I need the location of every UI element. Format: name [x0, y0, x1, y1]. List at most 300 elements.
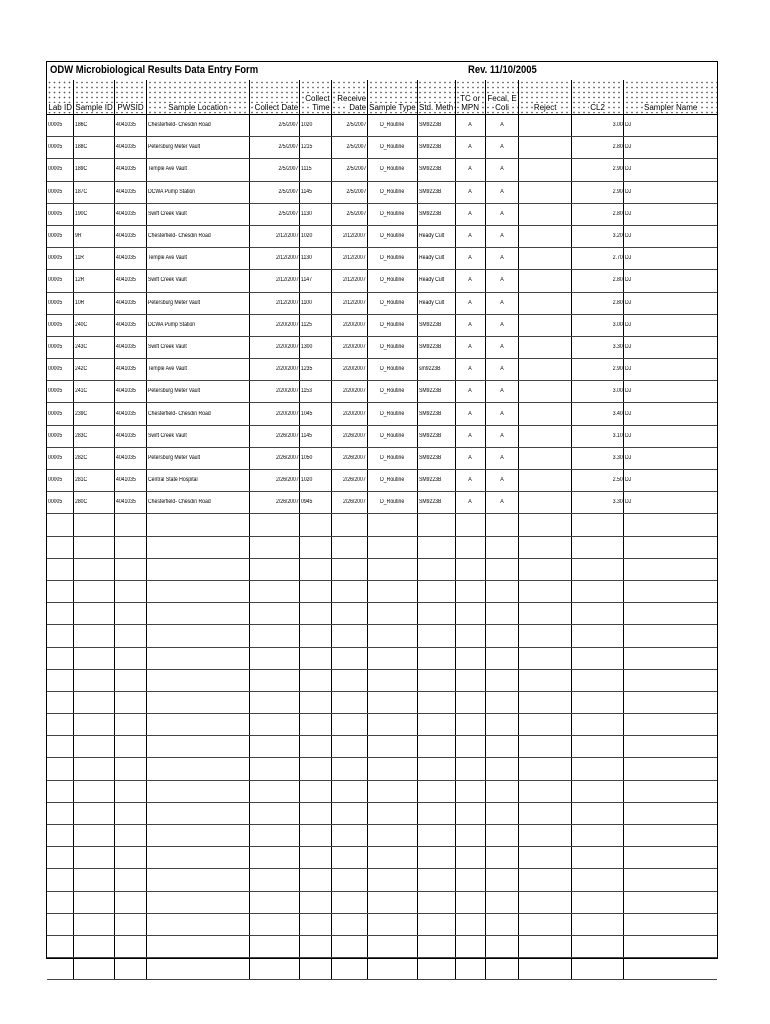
cell-sample-location[interactable] [147, 115, 249, 137]
cell-receive-date[interactable] [331, 225, 367, 247]
cell-lab-id[interactable] [47, 825, 74, 847]
cell-sampler-name[interactable] [624, 536, 717, 558]
cell-sampler-name[interactable] [624, 492, 717, 514]
cell-collect-time[interactable] [300, 825, 331, 847]
cell-sample-location[interactable] [147, 203, 249, 225]
cell-reject[interactable] [519, 802, 571, 824]
cell-reject[interactable] [519, 470, 571, 492]
cell-cl2[interactable] [571, 225, 623, 247]
cell-collect-date[interactable] [249, 647, 299, 669]
cell-collect-time[interactable] [300, 647, 331, 669]
cell-fecal-coli[interactable] [485, 381, 519, 403]
cell-receive-date[interactable] [331, 603, 367, 625]
cell-sampler-name[interactable] [624, 115, 717, 137]
cell-collect-time[interactable] [300, 115, 331, 137]
cell-collect-time[interactable] [300, 913, 331, 935]
cell-sample-type[interactable] [368, 780, 418, 802]
cell-sample-location[interactable] [147, 181, 249, 203]
cell-sample-type[interactable] [368, 248, 418, 270]
cell-pwsid[interactable] [114, 714, 147, 736]
cell-pwsid[interactable] [114, 381, 147, 403]
cell-collect-time[interactable] [300, 181, 331, 203]
cell-collect-date[interactable] [249, 181, 299, 203]
cell-tc-mpn[interactable] [455, 137, 485, 159]
cell-sampler-name[interactable] [624, 558, 717, 580]
cell-std-meth[interactable] [417, 935, 455, 957]
cell-pwsid[interactable] [114, 691, 147, 713]
cell-sample-location[interactable] [147, 669, 249, 691]
cell-sample-location[interactable] [147, 270, 249, 292]
cell-pwsid[interactable] [114, 248, 147, 270]
cell-tc-mpn[interactable] [455, 314, 485, 336]
cell-sample-type[interactable] [368, 869, 418, 891]
cell-cl2[interactable] [571, 558, 623, 580]
cell-sample-id[interactable] [74, 780, 114, 802]
cell-sampler-name[interactable] [624, 647, 717, 669]
cell-cl2[interactable] [571, 359, 623, 381]
cell-collect-date[interactable] [249, 359, 299, 381]
cell-sample-type[interactable] [368, 935, 418, 957]
cell-std-meth[interactable] [417, 691, 455, 713]
cell-fecal-coli[interactable] [485, 115, 519, 137]
cell-sampler-name[interactable] [624, 137, 717, 159]
cell-reject[interactable] [519, 115, 571, 137]
cell-sample-location[interactable] [147, 647, 249, 669]
cell-fecal-coli[interactable] [485, 580, 519, 602]
cell-receive-date[interactable] [331, 714, 367, 736]
cell-collect-date[interactable] [249, 292, 299, 314]
cell-std-meth[interactable] [417, 780, 455, 802]
cell-sample-location[interactable] [147, 691, 249, 713]
cell-reject[interactable] [519, 292, 571, 314]
cell-fecal-coli[interactable] [485, 536, 519, 558]
cell-lab-id[interactable] [47, 292, 74, 314]
cell-tc-mpn[interactable] [455, 603, 485, 625]
cell-cl2[interactable] [571, 603, 623, 625]
cell-fecal-coli[interactable] [485, 492, 519, 514]
cell-reject[interactable] [519, 159, 571, 181]
cell-sampler-name[interactable] [624, 825, 717, 847]
cell-collect-date[interactable] [249, 447, 299, 469]
cell-receive-date[interactable] [331, 647, 367, 669]
cell-sample-location[interactable] [147, 913, 249, 935]
cell-cl2[interactable] [571, 536, 623, 558]
cell-receive-date[interactable] [331, 115, 367, 137]
cell-receive-date[interactable] [331, 669, 367, 691]
cell-sample-type[interactable] [368, 847, 418, 869]
cell-cl2[interactable] [571, 470, 623, 492]
cell-tc-mpn[interactable] [455, 625, 485, 647]
cell-sample-id[interactable] [74, 580, 114, 602]
cell-collect-time[interactable] [300, 580, 331, 602]
cell-collect-time[interactable] [300, 958, 331, 980]
cell-sample-location[interactable] [147, 381, 249, 403]
cell-collect-time[interactable] [300, 203, 331, 225]
cell-lab-id[interactable] [47, 203, 74, 225]
cell-reject[interactable] [519, 137, 571, 159]
cell-sample-location[interactable] [147, 403, 249, 425]
cell-pwsid[interactable] [114, 115, 147, 137]
cell-cl2[interactable] [571, 847, 623, 869]
cell-cl2[interactable] [571, 714, 623, 736]
cell-sample-location[interactable] [147, 758, 249, 780]
cell-cl2[interactable] [571, 336, 623, 358]
cell-lab-id[interactable] [47, 514, 74, 536]
cell-fecal-coli[interactable] [485, 225, 519, 247]
cell-reject[interactable] [519, 647, 571, 669]
cell-collect-date[interactable] [249, 891, 299, 913]
cell-tc-mpn[interactable] [455, 115, 485, 137]
cell-collect-time[interactable] [300, 492, 331, 514]
cell-reject[interactable] [519, 536, 571, 558]
cell-std-meth[interactable] [417, 203, 455, 225]
cell-std-meth[interactable] [417, 558, 455, 580]
cell-std-meth[interactable] [417, 625, 455, 647]
cell-collect-date[interactable] [249, 159, 299, 181]
cell-tc-mpn[interactable] [455, 536, 485, 558]
cell-fecal-coli[interactable] [485, 958, 519, 980]
cell-sample-type[interactable] [368, 137, 418, 159]
cell-collect-date[interactable] [249, 847, 299, 869]
cell-pwsid[interactable] [114, 536, 147, 558]
cell-sample-id[interactable] [74, 314, 114, 336]
cell-lab-id[interactable] [47, 714, 74, 736]
cell-sample-type[interactable] [368, 225, 418, 247]
cell-collect-date[interactable] [249, 603, 299, 625]
cell-collect-time[interactable] [300, 314, 331, 336]
cell-fecal-coli[interactable] [485, 270, 519, 292]
cell-cl2[interactable] [571, 203, 623, 225]
cell-collect-date[interactable] [249, 270, 299, 292]
cell-sample-id[interactable] [74, 935, 114, 957]
cell-tc-mpn[interactable] [455, 958, 485, 980]
cell-collect-time[interactable] [300, 270, 331, 292]
cell-pwsid[interactable] [114, 203, 147, 225]
cell-fecal-coli[interactable] [485, 137, 519, 159]
cell-fecal-coli[interactable] [485, 825, 519, 847]
cell-sample-location[interactable] [147, 137, 249, 159]
cell-lab-id[interactable] [47, 336, 74, 358]
cell-sample-id[interactable] [74, 425, 114, 447]
cell-pwsid[interactable] [114, 913, 147, 935]
cell-sample-location[interactable] [147, 314, 249, 336]
cell-collect-time[interactable] [300, 225, 331, 247]
cell-sampler-name[interactable] [624, 270, 717, 292]
cell-lab-id[interactable] [47, 447, 74, 469]
cell-sample-type[interactable] [368, 492, 418, 514]
cell-reject[interactable] [519, 580, 571, 602]
cell-cl2[interactable] [571, 913, 623, 935]
cell-reject[interactable] [519, 314, 571, 336]
cell-sampler-name[interactable] [624, 403, 717, 425]
cell-receive-date[interactable] [331, 869, 367, 891]
cell-receive-date[interactable] [331, 336, 367, 358]
cell-cl2[interactable] [571, 935, 623, 957]
cell-pwsid[interactable] [114, 869, 147, 891]
cell-collect-time[interactable] [300, 935, 331, 957]
cell-tc-mpn[interactable] [455, 758, 485, 780]
cell-collect-date[interactable] [249, 780, 299, 802]
cell-receive-date[interactable] [331, 802, 367, 824]
cell-collect-date[interactable] [249, 580, 299, 602]
cell-sample-type[interactable] [368, 359, 418, 381]
cell-collect-date[interactable] [249, 913, 299, 935]
cell-cl2[interactable] [571, 314, 623, 336]
cell-reject[interactable] [519, 181, 571, 203]
cell-sample-type[interactable] [368, 336, 418, 358]
cell-pwsid[interactable] [114, 425, 147, 447]
cell-tc-mpn[interactable] [455, 669, 485, 691]
cell-sample-location[interactable] [147, 225, 249, 247]
cell-fecal-coli[interactable] [485, 403, 519, 425]
cell-pwsid[interactable] [114, 825, 147, 847]
cell-std-meth[interactable] [417, 447, 455, 469]
cell-sample-location[interactable] [147, 580, 249, 602]
cell-reject[interactable] [519, 691, 571, 713]
cell-sample-location[interactable] [147, 558, 249, 580]
cell-tc-mpn[interactable] [455, 470, 485, 492]
cell-pwsid[interactable] [114, 403, 147, 425]
cell-std-meth[interactable] [417, 137, 455, 159]
cell-sample-location[interactable] [147, 359, 249, 381]
cell-cl2[interactable] [571, 691, 623, 713]
cell-sampler-name[interactable] [624, 203, 717, 225]
cell-std-meth[interactable] [417, 248, 455, 270]
cell-sample-id[interactable] [74, 359, 114, 381]
cell-receive-date[interactable] [331, 825, 367, 847]
cell-sampler-name[interactable] [624, 580, 717, 602]
cell-reject[interactable] [519, 514, 571, 536]
cell-sample-id[interactable] [74, 869, 114, 891]
cell-reject[interactable] [519, 336, 571, 358]
cell-receive-date[interactable] [331, 403, 367, 425]
cell-tc-mpn[interactable] [455, 492, 485, 514]
cell-std-meth[interactable] [417, 736, 455, 758]
cell-lab-id[interactable] [47, 647, 74, 669]
cell-collect-date[interactable] [249, 691, 299, 713]
cell-collect-date[interactable] [249, 825, 299, 847]
cell-sample-location[interactable] [147, 603, 249, 625]
cell-reject[interactable] [519, 958, 571, 980]
cell-collect-date[interactable] [249, 425, 299, 447]
cell-tc-mpn[interactable] [455, 736, 485, 758]
cell-cl2[interactable] [571, 647, 623, 669]
cell-sampler-name[interactable] [624, 225, 717, 247]
cell-sample-location[interactable] [147, 736, 249, 758]
cell-sample-id[interactable] [74, 736, 114, 758]
cell-sampler-name[interactable] [624, 470, 717, 492]
cell-collect-date[interactable] [249, 115, 299, 137]
cell-fecal-coli[interactable] [485, 913, 519, 935]
cell-sampler-name[interactable] [624, 625, 717, 647]
cell-sample-id[interactable] [74, 159, 114, 181]
cell-cl2[interactable] [571, 248, 623, 270]
cell-sampler-name[interactable] [624, 691, 717, 713]
cell-cl2[interactable] [571, 403, 623, 425]
cell-pwsid[interactable] [114, 492, 147, 514]
cell-pwsid[interactable] [114, 647, 147, 669]
cell-pwsid[interactable] [114, 603, 147, 625]
cell-pwsid[interactable] [114, 625, 147, 647]
cell-fecal-coli[interactable] [485, 625, 519, 647]
cell-lab-id[interactable] [47, 403, 74, 425]
cell-tc-mpn[interactable] [455, 403, 485, 425]
cell-std-meth[interactable] [417, 603, 455, 625]
cell-reject[interactable] [519, 603, 571, 625]
cell-lab-id[interactable] [47, 869, 74, 891]
cell-fecal-coli[interactable] [485, 780, 519, 802]
cell-lab-id[interactable] [47, 891, 74, 913]
cell-tc-mpn[interactable] [455, 292, 485, 314]
cell-pwsid[interactable] [114, 225, 147, 247]
cell-fecal-coli[interactable] [485, 181, 519, 203]
cell-reject[interactable] [519, 847, 571, 869]
cell-tc-mpn[interactable] [455, 225, 485, 247]
cell-lab-id[interactable] [47, 780, 74, 802]
cell-lab-id[interactable] [47, 470, 74, 492]
cell-receive-date[interactable] [331, 847, 367, 869]
cell-collect-date[interactable] [249, 514, 299, 536]
cell-collect-date[interactable] [249, 314, 299, 336]
cell-reject[interactable] [519, 359, 571, 381]
cell-cl2[interactable] [571, 825, 623, 847]
cell-cl2[interactable] [571, 580, 623, 602]
cell-fecal-coli[interactable] [485, 935, 519, 957]
cell-sample-type[interactable] [368, 159, 418, 181]
cell-reject[interactable] [519, 780, 571, 802]
cell-lab-id[interactable] [47, 580, 74, 602]
cell-sample-location[interactable] [147, 714, 249, 736]
cell-pwsid[interactable] [114, 891, 147, 913]
cell-pwsid[interactable] [114, 270, 147, 292]
cell-sample-type[interactable] [368, 425, 418, 447]
cell-sample-id[interactable] [74, 913, 114, 935]
cell-collect-time[interactable] [300, 425, 331, 447]
cell-sampler-name[interactable] [624, 381, 717, 403]
cell-sample-id[interactable] [74, 492, 114, 514]
cell-cl2[interactable] [571, 425, 623, 447]
cell-sample-type[interactable] [368, 470, 418, 492]
cell-collect-date[interactable] [249, 381, 299, 403]
cell-cl2[interactable] [571, 137, 623, 159]
cell-sample-location[interactable] [147, 847, 249, 869]
cell-fecal-coli[interactable] [485, 359, 519, 381]
cell-pwsid[interactable] [114, 558, 147, 580]
cell-lab-id[interactable] [47, 314, 74, 336]
cell-pwsid[interactable] [114, 736, 147, 758]
cell-pwsid[interactable] [114, 314, 147, 336]
cell-sample-location[interactable] [147, 336, 249, 358]
cell-sample-location[interactable] [147, 425, 249, 447]
cell-sampler-name[interactable] [624, 248, 717, 270]
cell-lab-id[interactable] [47, 536, 74, 558]
cell-pwsid[interactable] [114, 359, 147, 381]
cell-sampler-name[interactable] [624, 159, 717, 181]
cell-receive-date[interactable] [331, 181, 367, 203]
cell-reject[interactable] [519, 248, 571, 270]
cell-pwsid[interactable] [114, 336, 147, 358]
cell-sample-location[interactable] [147, 958, 249, 980]
cell-pwsid[interactable] [114, 758, 147, 780]
cell-fecal-coli[interactable] [485, 847, 519, 869]
cell-sample-location[interactable] [147, 869, 249, 891]
cell-collect-time[interactable] [300, 159, 331, 181]
cell-sample-id[interactable] [74, 958, 114, 980]
cell-receive-date[interactable] [331, 359, 367, 381]
cell-fecal-coli[interactable] [485, 447, 519, 469]
cell-sampler-name[interactable] [624, 958, 717, 980]
cell-reject[interactable] [519, 625, 571, 647]
cell-reject[interactable] [519, 714, 571, 736]
cell-std-meth[interactable] [417, 913, 455, 935]
cell-cl2[interactable] [571, 669, 623, 691]
cell-receive-date[interactable] [331, 514, 367, 536]
cell-sample-id[interactable] [74, 558, 114, 580]
cell-sampler-name[interactable] [624, 869, 717, 891]
cell-sampler-name[interactable] [624, 336, 717, 358]
cell-lab-id[interactable] [47, 669, 74, 691]
cell-receive-date[interactable] [331, 536, 367, 558]
cell-sample-location[interactable] [147, 248, 249, 270]
cell-std-meth[interactable] [417, 514, 455, 536]
cell-sample-location[interactable] [147, 159, 249, 181]
cell-tc-mpn[interactable] [455, 381, 485, 403]
cell-tc-mpn[interactable] [455, 891, 485, 913]
cell-std-meth[interactable] [417, 270, 455, 292]
cell-std-meth[interactable] [417, 536, 455, 558]
cell-sampler-name[interactable] [624, 447, 717, 469]
cell-pwsid[interactable] [114, 447, 147, 469]
cell-collect-time[interactable] [300, 536, 331, 558]
cell-lab-id[interactable] [47, 270, 74, 292]
cell-collect-time[interactable] [300, 891, 331, 913]
cell-std-meth[interactable] [417, 470, 455, 492]
cell-reject[interactable] [519, 891, 571, 913]
cell-receive-date[interactable] [331, 625, 367, 647]
cell-collect-date[interactable] [249, 492, 299, 514]
cell-std-meth[interactable] [417, 492, 455, 514]
cell-sample-type[interactable] [368, 603, 418, 625]
cell-std-meth[interactable] [417, 292, 455, 314]
cell-lab-id[interactable] [47, 603, 74, 625]
cell-sample-type[interactable] [368, 536, 418, 558]
cell-collect-time[interactable] [300, 381, 331, 403]
cell-std-meth[interactable] [417, 758, 455, 780]
cell-std-meth[interactable] [417, 381, 455, 403]
cell-pwsid[interactable] [114, 181, 147, 203]
cell-collect-date[interactable] [249, 470, 299, 492]
cell-collect-date[interactable] [249, 958, 299, 980]
cell-std-meth[interactable] [417, 314, 455, 336]
cell-fecal-coli[interactable] [485, 669, 519, 691]
cell-collect-date[interactable] [249, 137, 299, 159]
cell-collect-time[interactable] [300, 403, 331, 425]
cell-tc-mpn[interactable] [455, 691, 485, 713]
cell-tc-mpn[interactable] [455, 270, 485, 292]
cell-sample-id[interactable] [74, 536, 114, 558]
cell-sample-id[interactable] [74, 336, 114, 358]
cell-reject[interactable] [519, 381, 571, 403]
cell-sample-id[interactable] [74, 447, 114, 469]
cell-tc-mpn[interactable] [455, 514, 485, 536]
cell-collect-time[interactable] [300, 603, 331, 625]
cell-sampler-name[interactable] [624, 669, 717, 691]
cell-fecal-coli[interactable] [485, 869, 519, 891]
cell-std-meth[interactable] [417, 647, 455, 669]
cell-tc-mpn[interactable] [455, 558, 485, 580]
cell-receive-date[interactable] [331, 314, 367, 336]
cell-sample-id[interactable] [74, 825, 114, 847]
